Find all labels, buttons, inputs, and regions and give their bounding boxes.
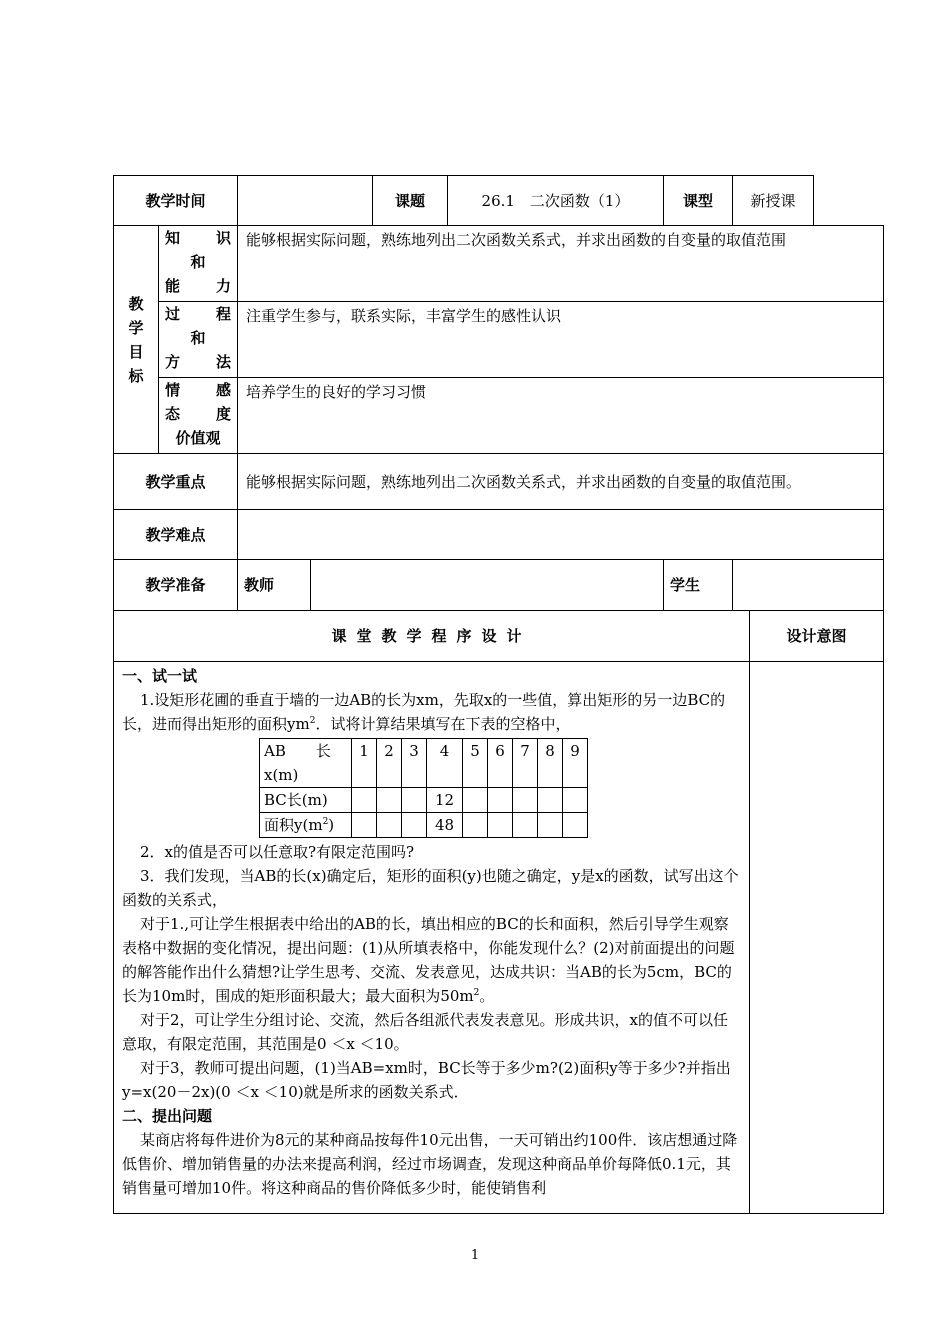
design-title: 课堂教学程序设计 <box>114 611 750 662</box>
table-cell <box>488 813 513 838</box>
design-title-row <box>114 611 884 662</box>
row-label-bc: BC长(m) <box>260 788 352 813</box>
key-point-row <box>114 454 884 510</box>
row-label-ab: AB 长 x(m) <box>260 739 352 788</box>
objective-row-emotion <box>114 378 884 454</box>
table-cell: 5 <box>463 739 488 788</box>
table-cell <box>513 788 538 813</box>
objectives-label <box>114 226 159 454</box>
difficulty-row <box>114 510 884 560</box>
header-row <box>114 176 884 226</box>
table-cell: 48 <box>427 813 463 838</box>
table-cell: 3 <box>402 739 427 788</box>
objective-sublabel-emotion: 情 感 态 度 价值观 <box>159 378 238 454</box>
teaching-time-label: 教学时间 <box>114 176 238 226</box>
table-cell: 12 <box>427 788 463 813</box>
student-label: 学生 <box>664 560 733 611</box>
table-cell <box>463 813 488 838</box>
lesson-type-label: 课型 <box>664 176 733 226</box>
table-cell: 7 <box>513 739 538 788</box>
objectives-label-char: 学 <box>128 318 144 337</box>
table-cell <box>402 813 427 838</box>
preparation-label: 教学准备 <box>114 560 238 611</box>
objectives-label-char: 标 <box>128 366 144 385</box>
teacher-value <box>311 560 664 611</box>
paragraph-2: 2．x的值是否可以任意取?有限定范围吗? <box>140 843 415 861</box>
table-cell: 2 <box>377 739 402 788</box>
key-point-label: 教学重点 <box>114 454 238 510</box>
body-row <box>114 662 884 1214</box>
objective-sublabel-process: 过 程 和 方 法 <box>159 302 238 378</box>
paragraph-3: 3．我们发现，当AB的长(x)确定后，矩形的面积(y)也随之确定，y是x的函数，试写出这个函数的关系式， <box>122 867 739 909</box>
procedure-content <box>114 662 750 1214</box>
table-cell <box>377 813 402 838</box>
paragraph-4: 对于1.,可让学生根据表中给出的AB的长，填出相应的BC的长和面积，然后引导学生观察表格中数据的变化情况，提出问题：(1)从所填表格中，你能发现什么？(2)对前面提出的问题的解答能作出什么猜想?让学生思考、交流、发表意见，达成共识：当AB的长为5cm，BC的长为10m时，围成的矩形面积最大；最大面积为$50m^2$。 <box>122 915 735 1005</box>
design-intent-label: 设计意图 <box>750 611 884 662</box>
topic-value: 26.1 二次函数（1） <box>448 176 664 226</box>
row-label-area: 面积$y(m^2)$ <box>260 813 352 838</box>
preparation-row <box>114 560 884 611</box>
lesson-plan-table <box>113 175 884 1214</box>
table-cell <box>538 813 563 838</box>
table-cell <box>513 813 538 838</box>
table-cell: 9 <box>563 739 588 788</box>
page-number: 1 <box>470 1248 480 1263</box>
objective-row-knowledge <box>114 226 884 302</box>
table-cell: 4 <box>427 739 463 788</box>
objective-text-knowledge: 能够根据实际问题，熟练地列出二次函数关系式，并求出函数的自变量的取值范围 <box>238 226 884 302</box>
calc-table <box>259 738 588 838</box>
objective-text-emotion: 培养学生的良好的学习习惯 <box>238 378 884 454</box>
table-cell <box>538 788 563 813</box>
paragraph-1: 1.设矩形花圃的垂直于墙的一边AB的长为xm，先取x的一些值，算出矩形的另一边BC的长，进而得出矩形的面积$ym^2$．试将计算结果填写在下表的空格中， <box>122 691 726 733</box>
table-cell <box>377 788 402 813</box>
table-cell <box>488 788 513 813</box>
table-cell <box>563 813 588 838</box>
teacher-label: 教师 <box>238 560 311 611</box>
paragraph-7: 某商店将每件进价为8元的某种商品按每件10元出售，一天可销出约100件．该店想通过降低售价、增加销售量的办法来提高利润，经过市场调查，发现这种商品单价每降低0.1元，其销售量可增加10件。将这种商品的售价降低多少时，能使销售利 <box>122 1131 738 1197</box>
table-cell <box>352 813 377 838</box>
difficulty-label: 教学难点 <box>114 510 238 560</box>
calc-table-row-ab <box>260 739 588 788</box>
design-intent-cell <box>750 662 884 1214</box>
objective-sublabel-knowledge: 知 识 和 能 力 <box>159 226 238 302</box>
table-cell <box>352 788 377 813</box>
table-cell <box>563 788 588 813</box>
topic-label: 课题 <box>373 176 448 226</box>
section-title-problem: 二、提出问题 <box>122 1107 213 1125</box>
difficulty-text <box>238 510 884 560</box>
lesson-type-value: 新授课 <box>733 176 814 226</box>
section-title-try: 一、试一试 <box>122 667 198 685</box>
paragraph-6: 对于3，教师可提出问题，(1)当AB=xm时，BC长等于多少m?(2)面积y等于多少?并指出y=x(20－2x)(0 ＜x ＜10)就是所求的函数关系式． <box>122 1059 731 1101</box>
calc-table-row-area <box>260 813 588 838</box>
table-cell <box>463 788 488 813</box>
objective-row-process <box>114 302 884 378</box>
teaching-time-value <box>238 176 373 226</box>
objectives-label-char: 教 <box>128 294 144 313</box>
table-cell <box>402 788 427 813</box>
objectives-label-char: 目 <box>128 342 144 361</box>
paragraph-5: 对于2，可让学生分组讨论、交流，然后各组派代表发表意见。形成共识，x的值不可以任意取，有限定范围，其范围是0 ＜x ＜10。 <box>122 1011 729 1053</box>
table-cell: 1 <box>352 739 377 788</box>
table-cell: 6 <box>488 739 513 788</box>
student-value <box>733 560 884 611</box>
objective-text-process: 注重学生参与，联系实际，丰富学生的感性认识 <box>238 302 884 378</box>
table-cell: 8 <box>538 739 563 788</box>
key-point-text: 能够根据实际问题，熟练地列出二次函数关系式，并求出函数的自变量的取值范围。 <box>238 454 884 510</box>
calc-table-row-bc <box>260 788 588 813</box>
